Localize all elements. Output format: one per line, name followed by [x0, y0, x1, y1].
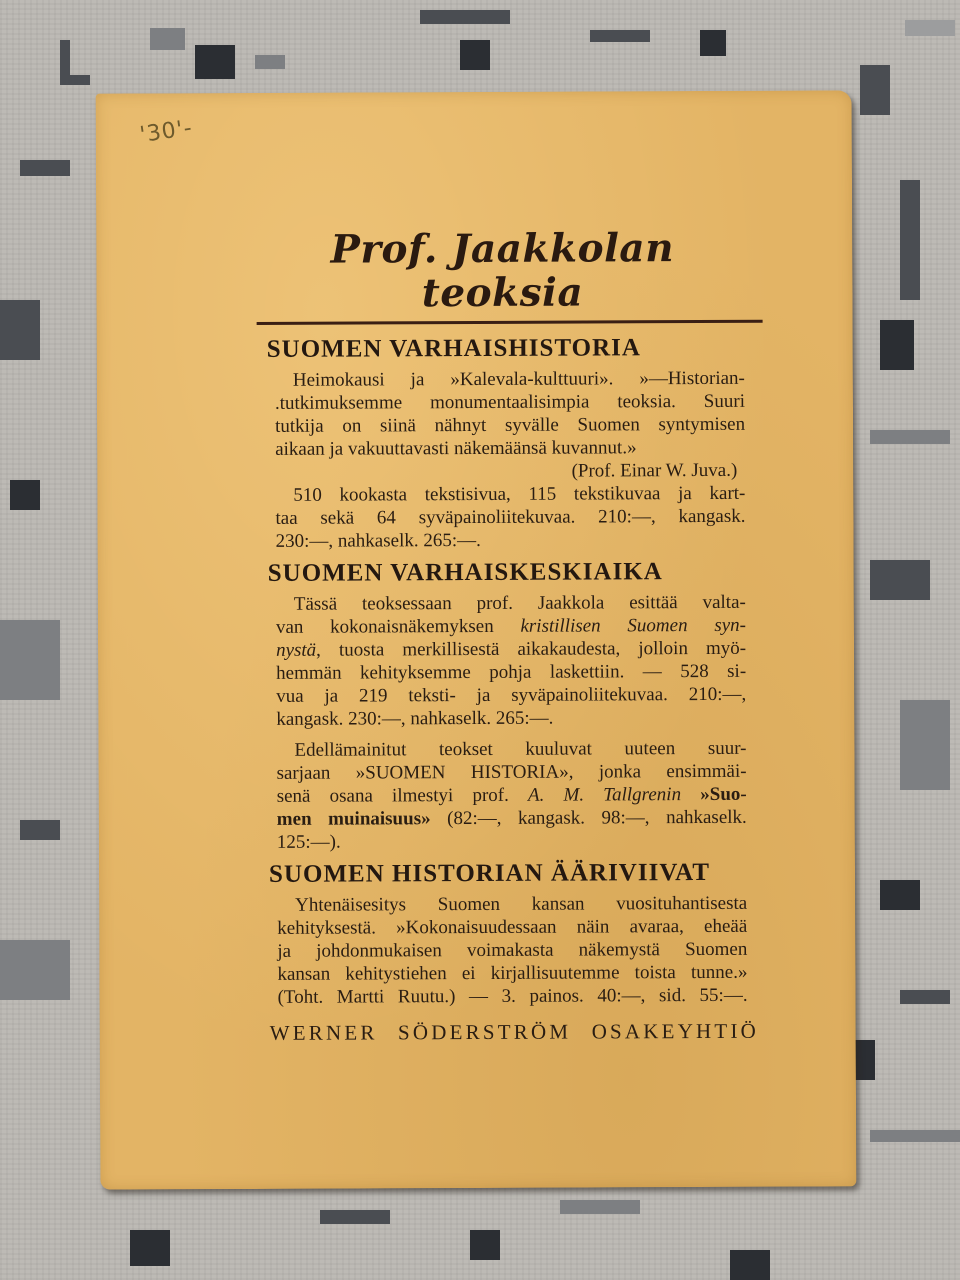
rug-motif [880, 320, 914, 370]
series-note [276, 737, 746, 854]
section-title: SUOMEN HISTORIAN ÄÄRIVIIVAT [268, 858, 711, 888]
text-line: ja johdonmukaisen voimakasta näkemystä Suomen [277, 938, 748, 962]
rug-motif [730, 1250, 770, 1280]
text-line: taa sekä 64 syväpainoliitekuvaa. 210:—, kangask. [275, 505, 746, 529]
title-underline [257, 320, 763, 325]
text-line: kansan kehitystiehen ei kirjallisuutemme toista tunne.» [277, 961, 748, 985]
text-line: sarjaan »SUOMEN HISTORIA», jonka ensimmäi- [276, 760, 747, 784]
text-line: Yhtenäisesitys Suomen kansan vuosituhantisesta [295, 892, 748, 916]
text-line: kangask. 230:—, nahkaselk. 265:—. [276, 707, 554, 730]
rug-motif [460, 40, 490, 70]
section-aariviivat [259, 858, 750, 1009]
rug-motif [590, 30, 650, 42]
section-description [277, 892, 747, 1009]
rug-motif [60, 75, 90, 85]
text-line: nystä, tuosta merkillisestä aikakaudesta, jolloin myö- [275, 637, 747, 661]
rug-motif [470, 1230, 500, 1260]
rug-motif [880, 880, 920, 910]
section-description [276, 591, 747, 731]
section-varhaiskeskiaika [258, 557, 749, 854]
rug-motif [195, 45, 235, 79]
page-title: Prof. Jaakkolan teoksia [330, 225, 675, 317]
rug-motif [320, 1210, 390, 1224]
rug-motif [60, 40, 70, 80]
text-line: 510 kookasta tekstisivua, 115 tekstikuvaa ja kart- [293, 482, 746, 506]
text-line: aikaan ja vakuuttavasti näkemäänsä kuvannut.» [275, 437, 637, 460]
rug-motif [905, 20, 955, 36]
quote-attribution: (Prof. Einar W. Juva.) [571, 459, 738, 482]
rug-motif [0, 300, 40, 360]
text-line: men muinaisuus» (82:—, kangask. 98:—, nahkaselk. [276, 806, 747, 830]
text-line: van kokonaisnäkemyksen kristillisen Suomen syn- [275, 614, 746, 638]
rug-motif [255, 55, 285, 69]
pencil-price-mark: '30'- [138, 115, 195, 149]
cover-text [256, 225, 760, 1046]
text-line: Edellämainitut teokset kuuluvat uuteen suur- [294, 737, 747, 761]
text-line: vua ja 219 teksti- ja syväpainoliitekuvaa. 210:—, [276, 683, 747, 707]
rug-motif [0, 940, 70, 1000]
text-line: senä osana ilmestyi prof. A. M. Tallgrenin »Suo- [276, 783, 747, 807]
text-line: kehityksestä. »Kokonaisuudessaan näin avaraa, eheää [277, 915, 748, 939]
rug-motif [20, 160, 70, 176]
rug-motif [870, 560, 930, 600]
text-line: (Toht. Martti Ruutu.) — 3. painos. 40:—, sid. 55:—. [277, 984, 748, 1008]
section-title: SUOMEN VARHAISHISTORIA [266, 334, 641, 363]
rug-motif [420, 10, 510, 24]
section-varhaishistoria [257, 333, 748, 553]
rug-motif [150, 28, 185, 50]
rug-motif [900, 180, 920, 300]
rug-motif [870, 1130, 960, 1142]
text-line: Heimokausi ja »Kalevala-kulttuuri». »—Historian- [292, 367, 745, 391]
rug-motif [10, 480, 40, 510]
rug-motif [860, 65, 890, 115]
section-description [275, 367, 746, 553]
text-line: tutkija on siinä nähnyt syvälle Suomen syntymisen [275, 413, 746, 437]
text-line: 230:—, nahkaselk. 265:—. [275, 529, 481, 552]
publisher-name: WERNER SÖDERSTRÖM OSAKEYHTIÖ [269, 1018, 760, 1045]
section-title: SUOMEN VARHAISKESKIAIKA [267, 558, 663, 587]
rug-motif [0, 620, 60, 700]
text-line: hemmän kehityksemme pohja laskettiin. — 528 si- [276, 660, 747, 684]
rug-motif [870, 430, 950, 444]
rug-motif [900, 990, 950, 1004]
text-line: Tässä teoksessaan prof. Jaakkola esittää valta- [293, 591, 746, 615]
rug-motif [900, 700, 950, 790]
rug-motif [20, 820, 60, 840]
rug-motif [700, 30, 726, 56]
booklet-back-cover [96, 90, 857, 1189]
rug-motif [560, 1200, 640, 1214]
text-line: .tutkimuksemme monumentaalisimpia teoksia. Suuri [274, 390, 746, 414]
rug-motif [130, 1230, 170, 1266]
text-line: 125:—). [276, 831, 341, 853]
